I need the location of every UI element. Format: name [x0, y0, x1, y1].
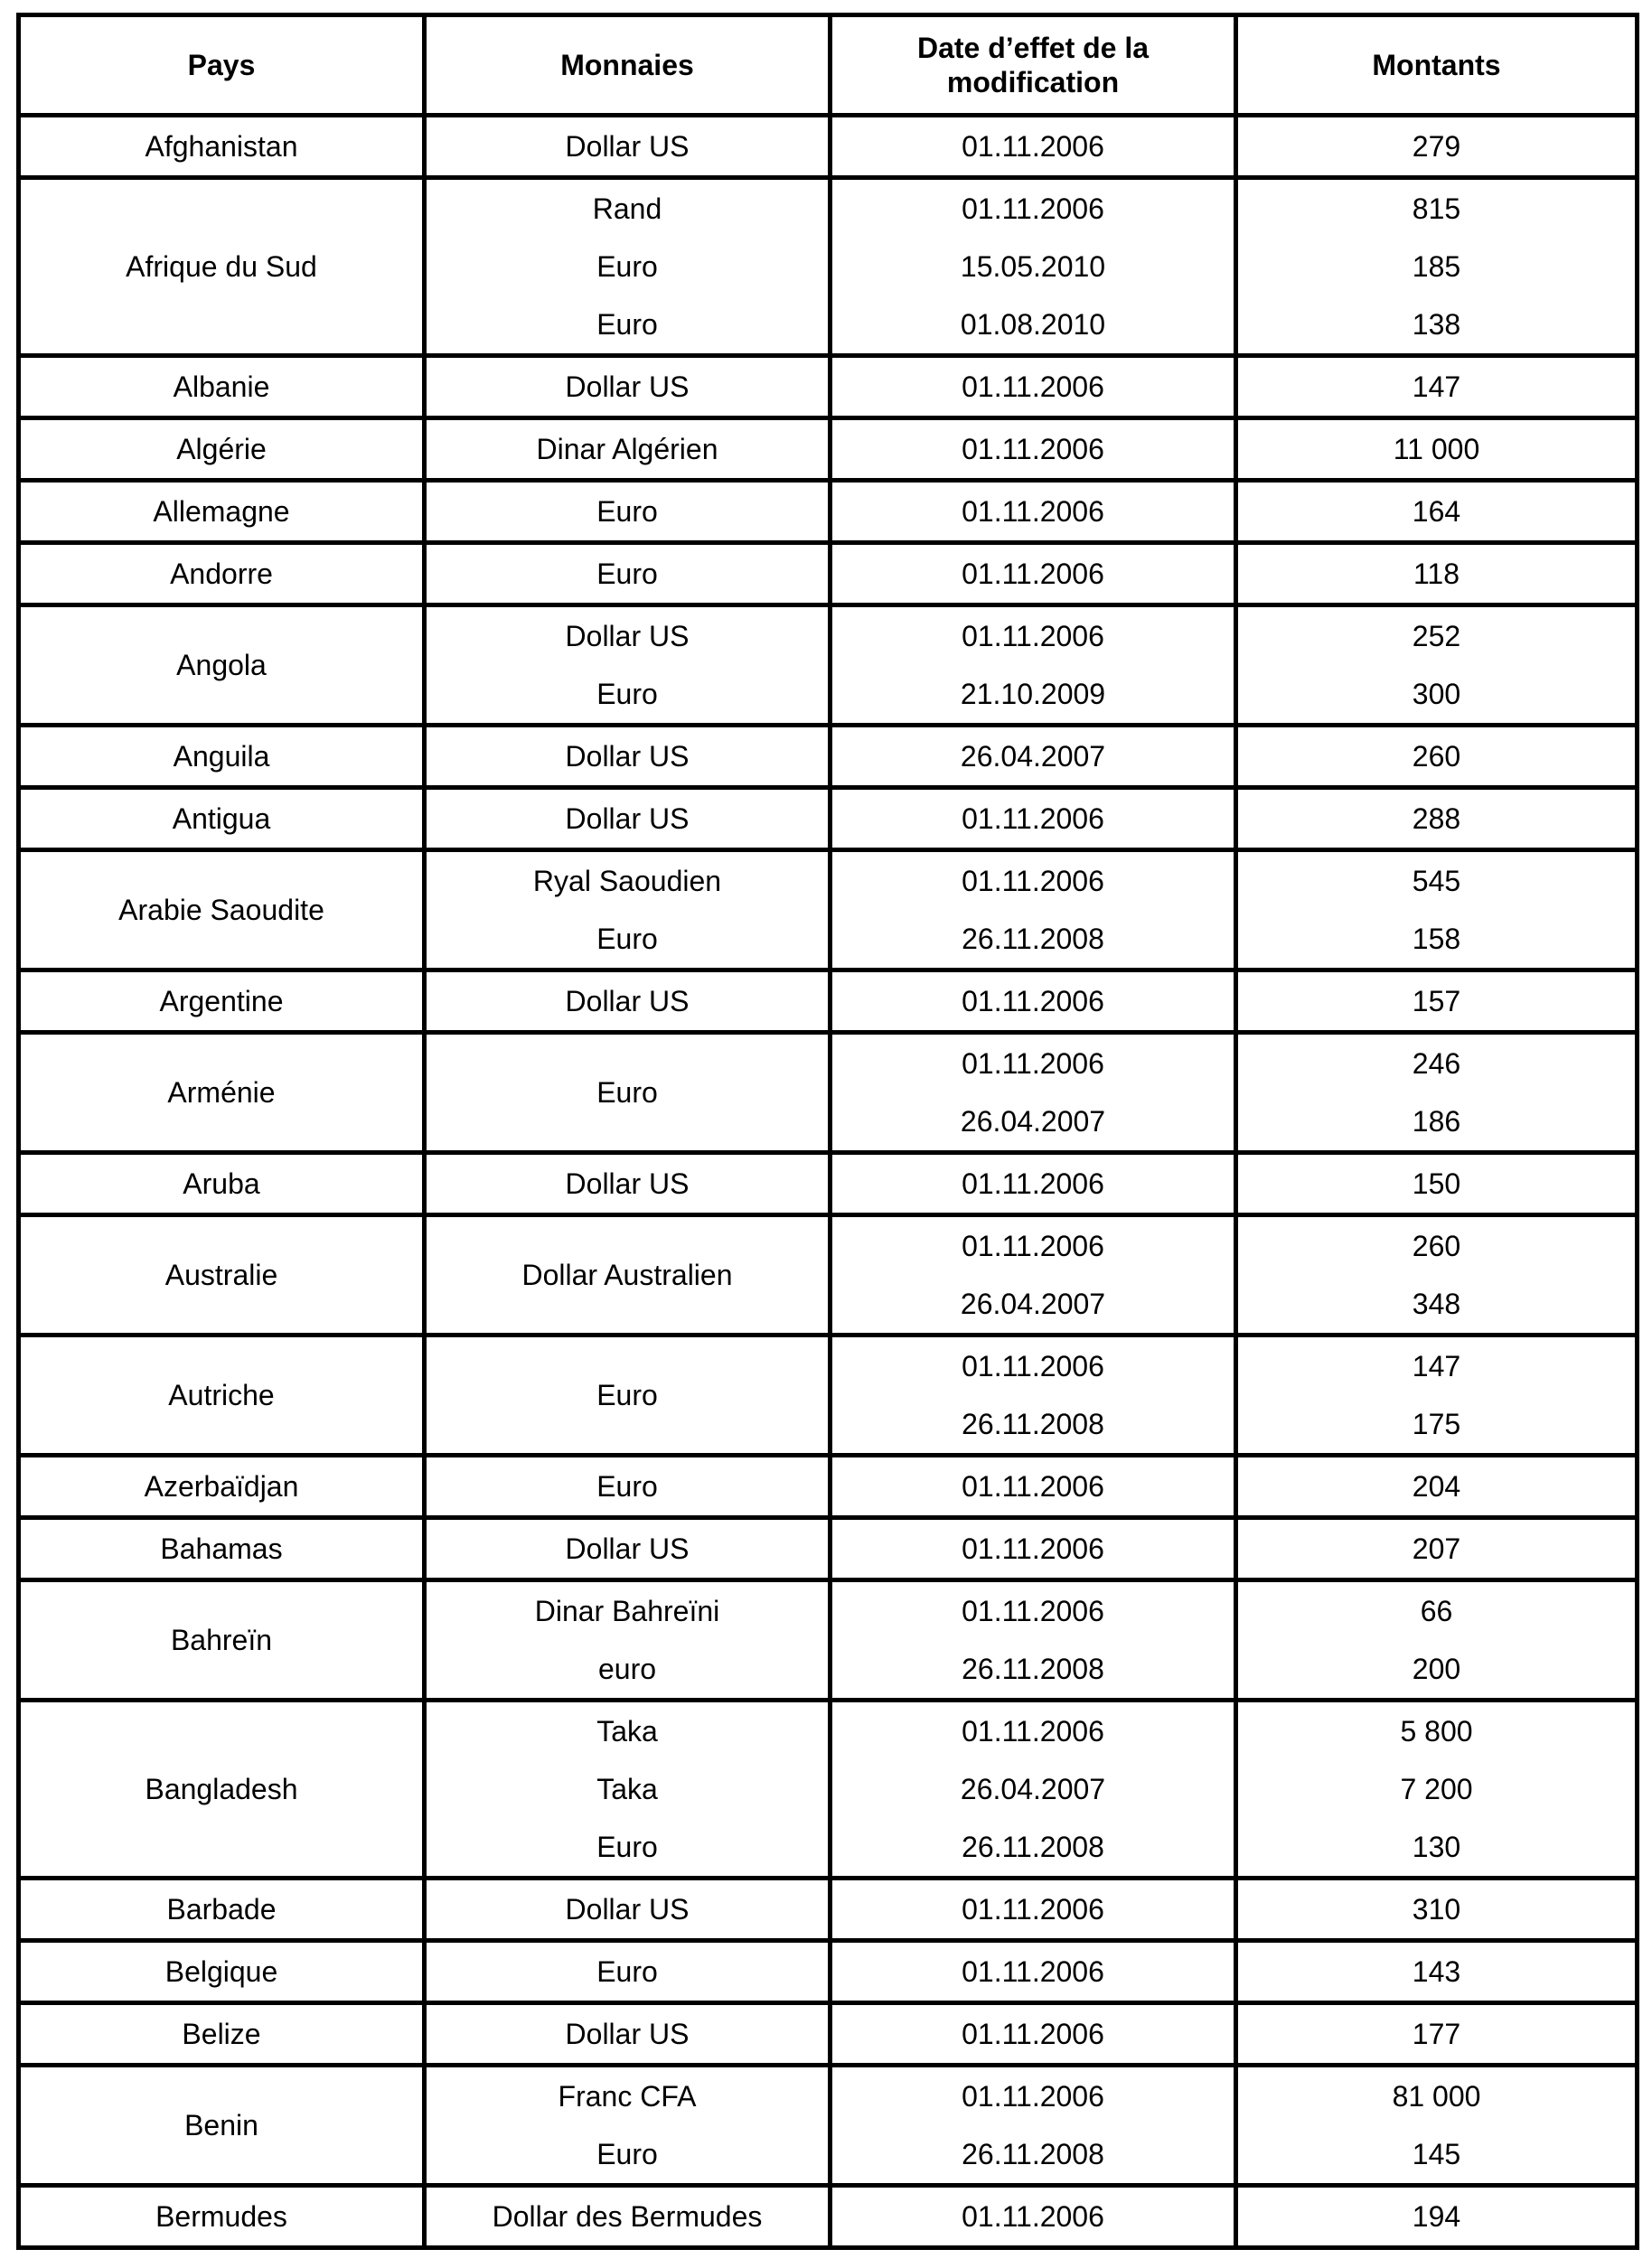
cell-date: [831, 2066, 1236, 2186]
montant-value: 11 000: [1393, 433, 1480, 465]
monnaie-value: Dinar Algérien: [536, 433, 718, 465]
date-value: 01.11.2006: [962, 1532, 1104, 1565]
cell-date: [831, 1153, 1236, 1215]
monnaie-value: Euro: [596, 1470, 658, 1503]
date-value: 01.11.2006: [962, 558, 1104, 590]
date-value: 01.11.2006: [962, 2200, 1104, 2233]
cell-monnaie: Euro: [425, 1335, 831, 1456]
date-value: 26.04.2007: [960, 1773, 1106, 1805]
montant-value: 157: [1412, 985, 1461, 1017]
cell-monnaie: [425, 2186, 831, 2248]
montant-value: 150: [1412, 1167, 1461, 1200]
montant-value: 194: [1412, 2200, 1461, 2233]
monnaie-value: Dollar US: [565, 1167, 690, 1200]
cell-pays: Bangladesh: [19, 1701, 425, 1879]
cell-monnaie: [425, 481, 831, 543]
cell-pays: Angola: [19, 605, 425, 726]
cell-monnaie: [425, 543, 831, 605]
cell-montant: [1236, 2003, 1638, 2066]
date-value: 01.11.2006: [962, 370, 1104, 403]
cell-pays: Allemagne: [19, 481, 425, 543]
montant-value: 145: [1412, 2138, 1461, 2170]
cell-pays: Benin: [19, 2066, 425, 2186]
montant-value: 175: [1412, 1408, 1461, 1440]
table-row: [19, 356, 1638, 418]
cell-date: [831, 2186, 1236, 2248]
date-value: 26.04.2007: [960, 1288, 1106, 1320]
montant-value: 260: [1412, 740, 1461, 773]
date-value: 15.05.2010: [960, 250, 1106, 283]
table-row: [19, 1456, 1638, 1518]
cell-montant: [1236, 970, 1638, 1033]
date-value: 01.11.2006: [962, 130, 1104, 163]
table-row: [19, 2003, 1638, 2066]
cell-montant: [1236, 481, 1638, 543]
monnaie-value: Ryal Saoudien: [532, 865, 722, 897]
date-value: 26.11.2008: [962, 923, 1104, 955]
cell-monnaie: [425, 1153, 831, 1215]
cell-montant: [1236, 1701, 1638, 1879]
montant-value: 545: [1412, 865, 1461, 897]
cell-date: [831, 116, 1236, 178]
cell-montant: [1236, 2186, 1638, 2248]
cell-monnaie: [425, 970, 831, 1033]
cell-montant: [1236, 178, 1638, 356]
date-value: 01.08.2010: [960, 308, 1106, 341]
header-pays: Pays: [19, 15, 425, 116]
table-row: [19, 726, 1638, 788]
table-row: [19, 116, 1638, 178]
cell-date: [831, 178, 1236, 356]
cell-montant: [1236, 2066, 1638, 2186]
cell-montant: [1236, 1215, 1638, 1335]
monnaie-value: Franc CFA: [558, 2080, 697, 2113]
cell-pays: Arabie Saoudite: [19, 850, 425, 970]
table-row: [19, 178, 1638, 356]
cell-montant: [1236, 1456, 1638, 1518]
monnaie-value: Euro: [596, 923, 658, 955]
cell-montant: [1236, 726, 1638, 788]
cell-date: [831, 850, 1236, 970]
cell-monnaie: [425, 726, 831, 788]
table-row: [19, 970, 1638, 1033]
cell-date: [831, 726, 1236, 788]
cell-monnaie: [425, 116, 831, 178]
cell-montant: [1236, 788, 1638, 850]
cell-pays: Belize: [19, 2003, 425, 2066]
date-value: 26.04.2007: [960, 1105, 1106, 1138]
cell-pays: Bermudes: [19, 2186, 425, 2248]
date-value: 01.11.2006: [962, 2018, 1104, 2050]
montant-value: 164: [1412, 495, 1461, 528]
cell-pays: Albanie: [19, 356, 425, 418]
monnaie-value: Euro: [596, 1955, 658, 1988]
montant-value: 260: [1412, 1230, 1461, 1262]
header-date: Date d’effet de la modification: [831, 15, 1236, 116]
cell-date: [831, 543, 1236, 605]
montant-value: 66: [1420, 1595, 1453, 1627]
montant-value: 288: [1412, 802, 1461, 835]
monnaie-value: Rand: [592, 192, 662, 225]
cell-montant: [1236, 543, 1638, 605]
cell-montant: [1236, 1153, 1638, 1215]
cell-monnaie: [425, 418, 831, 481]
montant-value: 348: [1412, 1288, 1461, 1320]
table-row: [19, 1518, 1638, 1580]
date-value: 01.11.2006: [962, 1230, 1104, 1262]
date-value: 01.11.2006: [962, 1715, 1104, 1748]
cell-monnaie: [425, 1941, 831, 2003]
montant-value: 246: [1412, 1047, 1461, 1080]
montant-value: 7 200: [1400, 1773, 1473, 1805]
monnaie-value: Taka: [596, 1715, 658, 1748]
cell-monnaie: [425, 2066, 831, 2186]
monnaie-value: Dollar US: [565, 620, 690, 652]
montant-value: 815: [1412, 192, 1461, 225]
montant-value: 143: [1412, 1955, 1461, 1988]
cell-pays: Azerbaïdjan: [19, 1456, 425, 1518]
date-value: 01.11.2006: [962, 1893, 1104, 1926]
cell-pays: Barbade: [19, 1879, 425, 1941]
monnaie-value: Euro: [596, 250, 658, 283]
table-row: [19, 2186, 1638, 2248]
cell-date: [831, 970, 1236, 1033]
currency-table: [16, 13, 1639, 2250]
table-body: [19, 116, 1638, 2248]
monnaie-value: Taka: [596, 1773, 658, 1805]
monnaie-value: Dollar US: [565, 985, 690, 1017]
date-value: 26.04.2007: [960, 740, 1106, 773]
cell-date: [831, 1518, 1236, 1580]
date-value: 01.11.2006: [962, 985, 1104, 1017]
table-row: [19, 1215, 1638, 1335]
cell-pays: Autriche: [19, 1335, 425, 1456]
cell-monnaie: Euro: [425, 1033, 831, 1153]
monnaie-value: Euro: [596, 495, 658, 528]
cell-monnaie: [425, 356, 831, 418]
montant-value: 177: [1412, 2018, 1461, 2050]
cell-pays: Bahamas: [19, 1518, 425, 1580]
table-row: [19, 481, 1638, 543]
table-row: [19, 1033, 1638, 1153]
cell-pays: Afghanistan: [19, 116, 425, 178]
cell-date: [831, 481, 1236, 543]
monnaie-value: Dinar Bahreïni: [534, 1595, 720, 1627]
cell-montant: [1236, 1879, 1638, 1941]
montant-value: 279: [1412, 130, 1461, 163]
cell-pays: Andorre: [19, 543, 425, 605]
cell-monnaie: [425, 788, 831, 850]
header-monnaies: Monnaies: [425, 15, 831, 116]
cell-montant: [1236, 418, 1638, 481]
montant-value: 147: [1412, 1350, 1461, 1382]
date-value: 01.11.2006: [962, 1955, 1104, 1988]
cell-monnaie: [425, 1580, 831, 1701]
cell-montant: [1236, 1941, 1638, 2003]
cell-montant: [1236, 356, 1638, 418]
cell-monnaie: [425, 605, 831, 726]
date-value: 26.11.2008: [962, 1653, 1104, 1685]
cell-date: [831, 1335, 1236, 1456]
table-row: [19, 1153, 1638, 1215]
date-value: 21.10.2009: [960, 678, 1106, 710]
cell-montant: [1236, 1335, 1638, 1456]
cell-date: [831, 1580, 1236, 1701]
montant-value: 138: [1412, 308, 1461, 341]
cell-monnaie: [425, 178, 831, 356]
montant-value: 204: [1412, 1470, 1461, 1503]
cell-date: [831, 418, 1236, 481]
cell-date: [831, 1879, 1236, 1941]
date-value: 01.11.2006: [962, 1470, 1104, 1503]
cell-pays: Belgique: [19, 1941, 425, 2003]
montant-value: 186: [1412, 1105, 1461, 1138]
monnaie-value: Dollar US: [565, 740, 690, 773]
montant-value: 5 800: [1400, 1715, 1473, 1748]
header-montants: Montants: [1236, 15, 1638, 116]
table-row: [19, 850, 1638, 970]
cell-monnaie: Dollar Australien: [425, 1215, 831, 1335]
date-value: 01.11.2006: [962, 1350, 1104, 1382]
date-value: 01.11.2006: [962, 1167, 1104, 1200]
monnaie-value: Dollar des Bermudes: [492, 2200, 763, 2233]
date-value: 26.11.2008: [962, 1408, 1104, 1440]
cell-date: [831, 1215, 1236, 1335]
monnaie-value: Dollar US: [565, 130, 690, 163]
table-row: [19, 1580, 1638, 1701]
monnaie-value: Euro: [596, 1831, 658, 1863]
cell-pays: Aruba: [19, 1153, 425, 1215]
montant-value: 81 000: [1392, 2080, 1481, 2113]
table-row: [19, 418, 1638, 481]
cell-montant: [1236, 1580, 1638, 1701]
cell-montant: [1236, 1033, 1638, 1153]
cell-date: [831, 788, 1236, 850]
monnaie-value: Dollar US: [565, 802, 690, 835]
cell-monnaie: [425, 1879, 831, 1941]
cell-monnaie: [425, 850, 831, 970]
monnaie-value: Dollar US: [565, 1893, 690, 1926]
cell-montant: [1236, 116, 1638, 178]
cell-pays: Arménie: [19, 1033, 425, 1153]
cell-montant: [1236, 1518, 1638, 1580]
montant-value: 130: [1412, 1831, 1461, 1863]
date-value: 01.11.2006: [962, 433, 1104, 465]
date-value: 01.11.2006: [962, 802, 1104, 835]
date-value: 01.11.2006: [962, 620, 1104, 652]
monnaie-value: Euro: [596, 558, 658, 590]
cell-monnaie: [425, 2003, 831, 2066]
table-row: [19, 1701, 1638, 1879]
date-value: 26.11.2008: [962, 2138, 1104, 2170]
table-row: [19, 605, 1638, 726]
cell-pays: Bahreïn: [19, 1580, 425, 1701]
date-value: 01.11.2006: [962, 865, 1104, 897]
montant-value: 252: [1412, 620, 1461, 652]
cell-monnaie: [425, 1518, 831, 1580]
cell-date: [831, 356, 1236, 418]
date-value: 01.11.2006: [962, 192, 1104, 225]
cell-date: [831, 1701, 1236, 1879]
cell-monnaie: [425, 1456, 831, 1518]
monnaie-value: Dollar US: [565, 2018, 690, 2050]
date-value: 01.11.2006: [962, 1047, 1104, 1080]
date-value: 26.11.2008: [962, 1831, 1104, 1863]
cell-montant: [1236, 605, 1638, 726]
table-row: [19, 1335, 1638, 1456]
monnaie-value: Euro: [596, 2138, 658, 2170]
table-row: [19, 788, 1638, 850]
cell-montant: [1236, 850, 1638, 970]
montant-value: 158: [1412, 923, 1461, 955]
montant-value: 310: [1412, 1893, 1461, 1926]
montant-value: 300: [1412, 678, 1461, 710]
cell-pays: Antigua: [19, 788, 425, 850]
montant-value: 185: [1412, 250, 1461, 283]
monnaie-value: Euro: [596, 308, 658, 341]
date-value: 01.11.2006: [962, 1595, 1104, 1627]
monnaie-value: Dollar US: [565, 370, 690, 403]
cell-date: [831, 1456, 1236, 1518]
monnaie-value: euro: [597, 1653, 657, 1685]
table-row: [19, 1879, 1638, 1941]
cell-date: [831, 1941, 1236, 2003]
cell-monnaie: [425, 1701, 831, 1879]
cell-pays: Afrique du Sud: [19, 178, 425, 356]
cell-date: [831, 1033, 1236, 1153]
montant-value: 200: [1412, 1653, 1461, 1685]
cell-date: [831, 605, 1236, 726]
date-value: 01.11.2006: [962, 495, 1104, 528]
table-row: [19, 543, 1638, 605]
cell-pays: Australie: [19, 1215, 425, 1335]
table-row: [19, 1941, 1638, 2003]
montant-value: 147: [1412, 370, 1461, 403]
monnaie-value: Dollar US: [565, 1532, 690, 1565]
cell-pays: Argentine: [19, 970, 425, 1033]
table-row: [19, 2066, 1638, 2186]
montant-value: 118: [1413, 558, 1460, 590]
date-value: 01.11.2006: [962, 2080, 1104, 2113]
cell-pays: Anguila: [19, 726, 425, 788]
cell-pays: Algérie: [19, 418, 425, 481]
cell-date: [831, 2003, 1236, 2066]
monnaie-value: Euro: [596, 678, 658, 710]
montant-value: 207: [1412, 1532, 1461, 1565]
table-header-row: [19, 15, 1638, 116]
